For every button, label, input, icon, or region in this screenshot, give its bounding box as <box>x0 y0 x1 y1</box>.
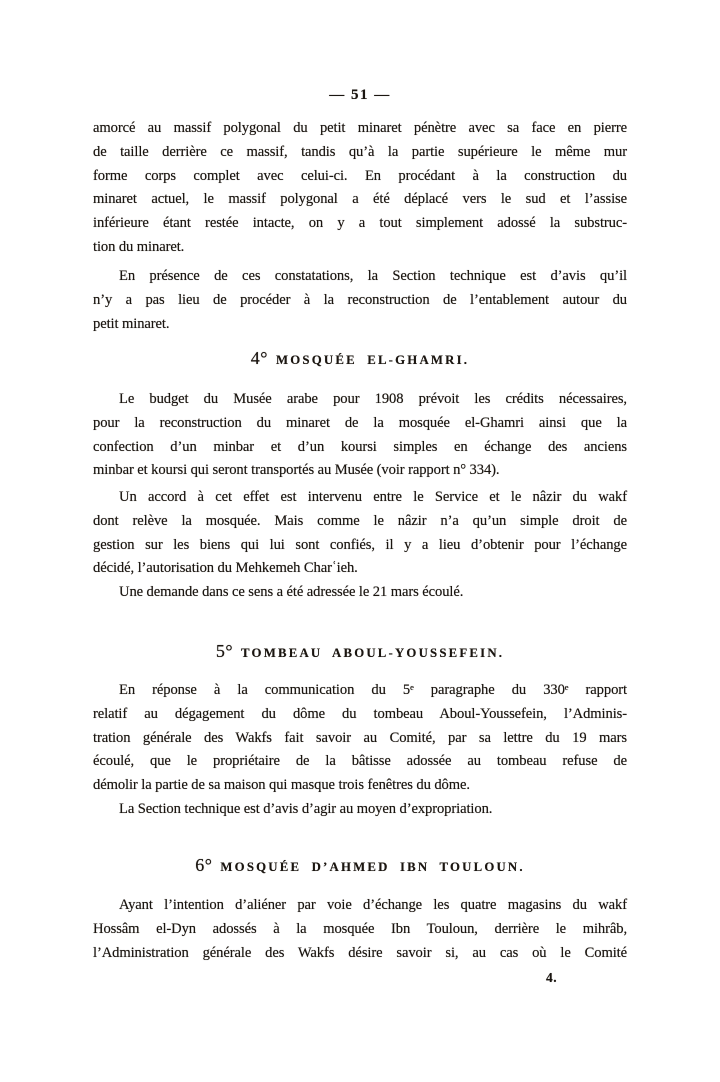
section-title: MOSQUÉE EL-GHAMRI. <box>276 353 470 367</box>
text-line: minaret actuel, le massif polygonal a été déplacé vers le sud et l’assise <box>93 191 627 208</box>
section-heading-mosquee-ibn-touloun <box>93 854 627 878</box>
text-line: Une demande dans ce sens a été adressée le 21 mars écoulé. <box>119 584 464 600</box>
text-line: Hossâm el-Dyn adossés à la mosquée Ibn Touloun, derrière le mihrâb, <box>93 920 627 937</box>
text-line: inférieure étant restée intacte, on y a tout simplement adossé la substruc- <box>93 215 627 232</box>
section-title: MOSQUÉE D’AHMED IBN TOULOUN. <box>220 860 525 874</box>
text-line: Le budget du Musée arabe pour 1908 prévoit les crédits nécessaires, <box>119 391 627 407</box>
page-number: — 51 — <box>329 87 391 103</box>
section-number: 5° <box>215 641 234 661</box>
text-line: écoulé, que le propriétaire de la bâtisse adossée au tombeau refuse de <box>93 753 627 770</box>
text-line: minbar et koursi qui seront transportés au Musée (voir rapport n° 334). <box>93 462 500 479</box>
text-line: Ayant l’intention d’aliéner par voie d’échange les quatre magasins du wakf <box>119 897 627 913</box>
paragraph-expropriation <box>93 798 627 822</box>
section-number: 4° <box>250 348 268 368</box>
text-line: gestion sur les biens qui lui sont confiés, il y a lieu d’obtenir pour l’échange <box>93 536 627 553</box>
text-line: Un accord à cet effet est intervenu entre le Service et le nâzir du wakf <box>119 489 627 505</box>
section-number: 6° <box>195 855 213 875</box>
paragraph-accord-nazir-wakf <box>93 486 627 581</box>
text-line: En présence de ces constatations, la Section technique est d’avis qu’il <box>119 268 627 284</box>
text-line: n’y a pas lieu de procéder à la reconstruction de l’entablement autour du <box>93 291 627 308</box>
text-line: relatif au dégagement du dôme du tombeau Aboul-Youssefein, l’Adminis- <box>93 705 627 722</box>
text-line: tion du minaret. <box>93 238 185 255</box>
paragraph-budget-musee-arabe <box>93 388 627 483</box>
signature-mark: 4. <box>546 970 558 985</box>
text-line: décidé, l’autorisation du Mehkemeh Charʿieh. <box>93 560 358 577</box>
text-line: petit minaret. <box>93 315 170 332</box>
text-line: tration générale des Wakfs fait savoir au Comité, par sa lettre du 19 mars <box>93 729 627 746</box>
paragraph-degagement-dome-tombeau <box>93 679 627 798</box>
section-heading-tombeau-aboul-youssefein <box>93 640 627 664</box>
text-line: forme corps complet avec celui-ci. En procédant à la construction du <box>93 167 627 184</box>
section-heading-mosquee-el-ghamri <box>93 347 627 371</box>
text-line: démolir la partie de sa maison qui masque trois fenêtres du dôme. <box>93 777 470 794</box>
text-line: En réponse à la communication du 5ᵉ paragraphe du 330ᵉ rapport <box>119 682 627 698</box>
paragraph-minaret-substruction <box>93 117 627 260</box>
text-line: La Section technique est d’avis d’agir au moyen d’expropriation. <box>119 801 493 817</box>
paragraph-demande-21-mars <box>93 581 627 605</box>
text-line: dont relève la mosquée. Mais comme le nâzir n’a qu’un simple droit de <box>93 512 627 529</box>
text-line: l’Administration générale des Wakfs désire savoir si, au cas où le Comité <box>93 944 627 961</box>
paragraph-magasins-wakf-hossam <box>93 894 627 965</box>
section-title: TOMBEAU ABOUL-YOUSSEFEIN. <box>241 646 505 660</box>
text-line: pour la reconstruction du minaret de la mosquée el-Ghamri ainsi que la <box>93 414 627 431</box>
text-line: de taille derrière ce massif, tandis qu’à la partie supérieure le même mur <box>93 143 627 160</box>
paragraph-section-technique-avis <box>93 265 627 336</box>
text-line: amorcé au massif polygonal du petit minaret pénètre avec sa face en pierre <box>93 120 627 136</box>
text-line: confection d’un minbar et d’un koursi simples en échange des anciens <box>93 438 627 455</box>
